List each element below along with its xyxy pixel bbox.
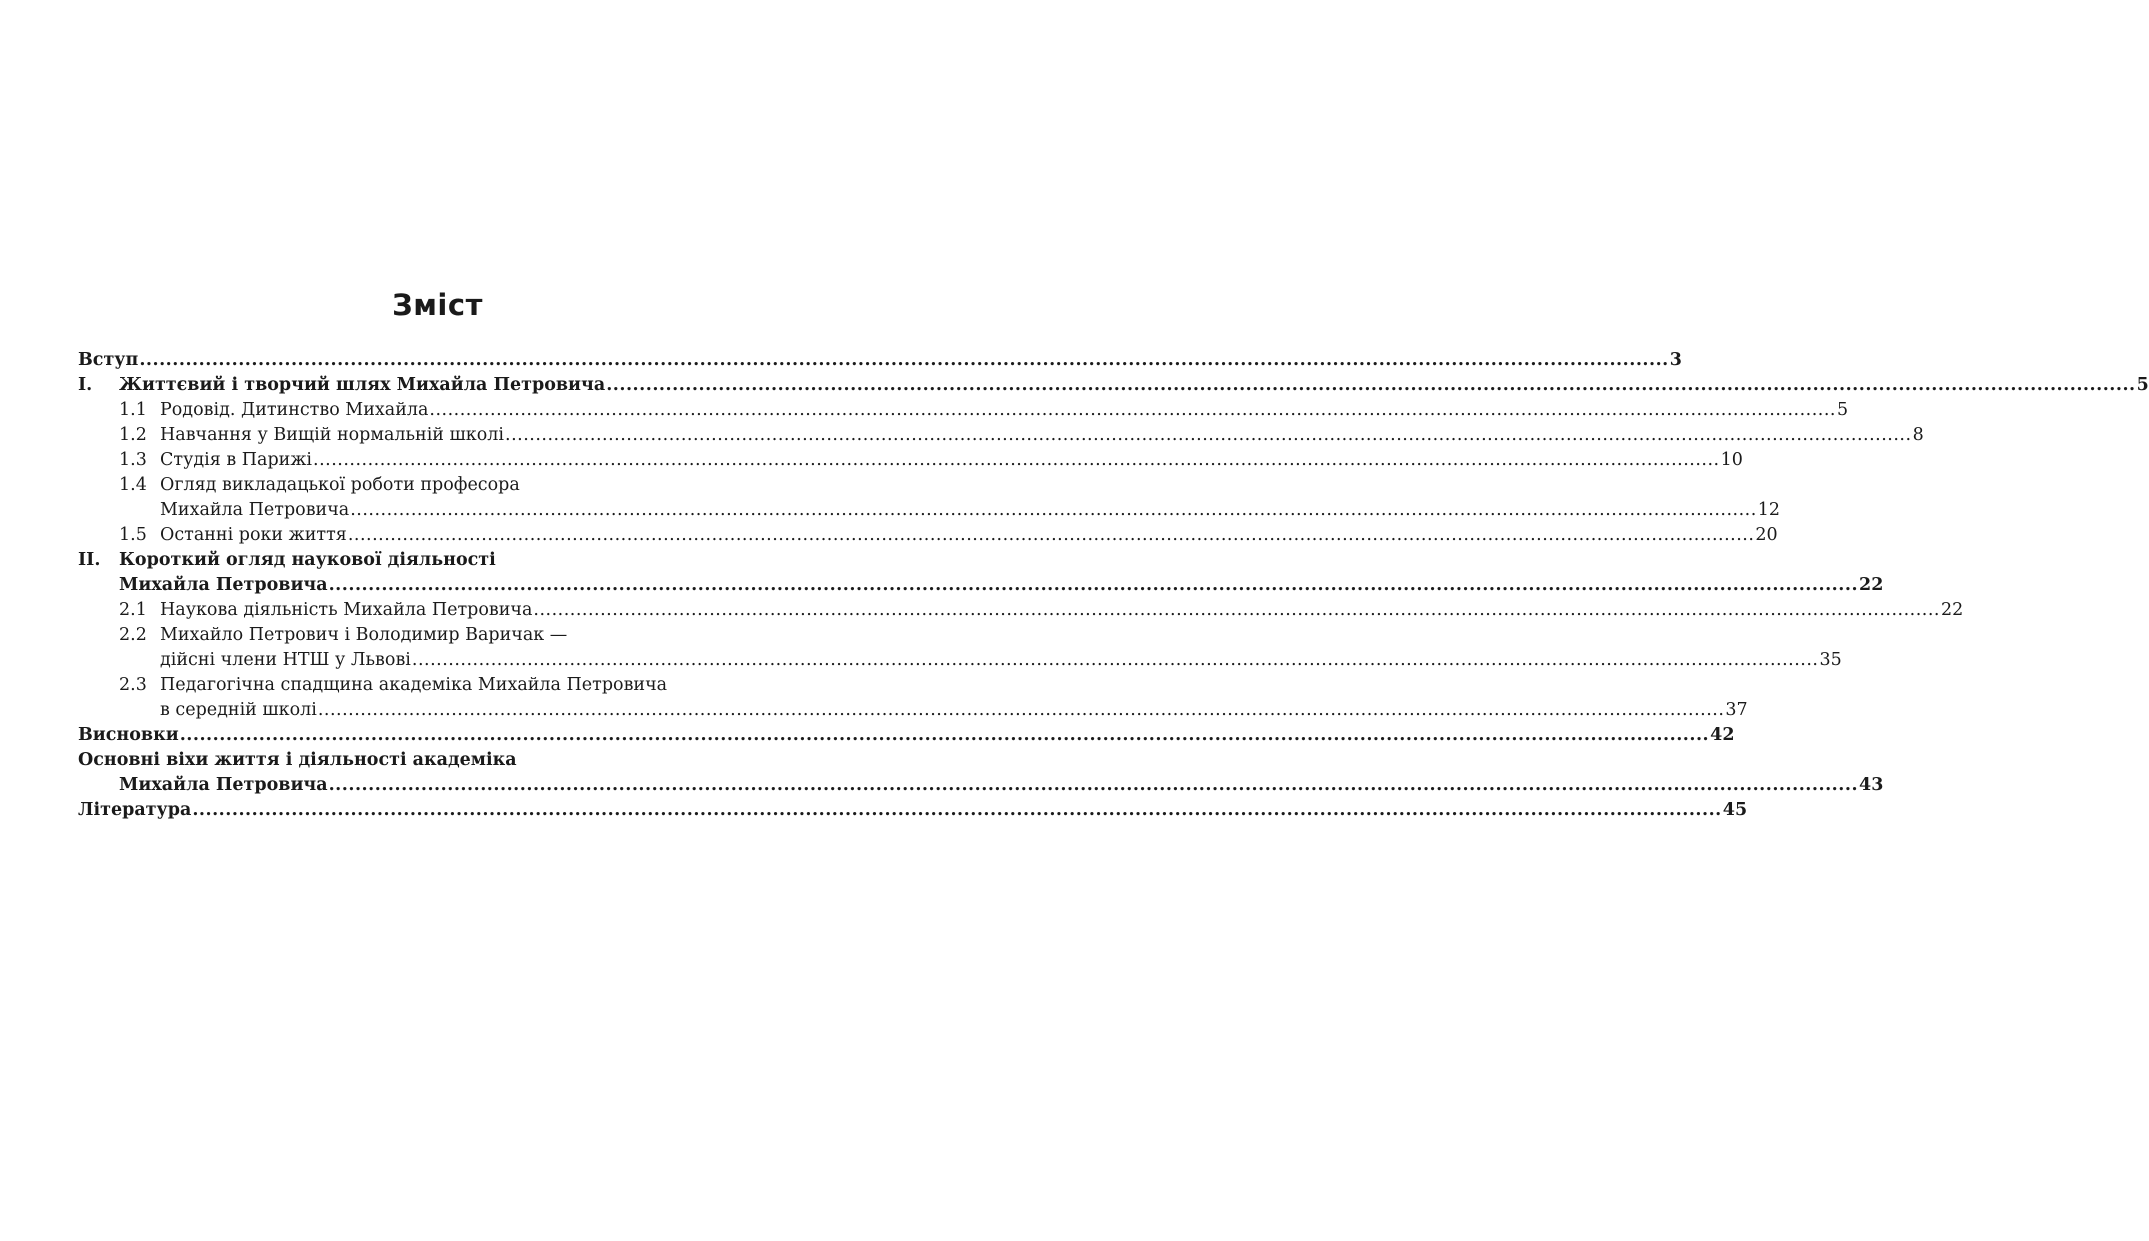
toc-page-number: 10 [1720, 450, 1743, 470]
toc-page-number: 12 [1757, 500, 1781, 520]
dot-leader [329, 773, 1858, 798]
toc-entry-number: 1.5 [119, 525, 147, 545]
toc-entry-text: Педагогічна спадщина академіка Михайла Петровича [160, 675, 668, 695]
toc-entry-text: Родовід. Дитинство Михайла [160, 400, 429, 420]
toc-entry-number: 1.2 [119, 425, 147, 445]
toc-entry-literatura[interactable] [78, 798, 1748, 823]
dot-leader [350, 498, 1757, 523]
toc-entry-text: Навчання у Вищій нормальній школі [160, 425, 504, 445]
toc-entry-vikhy[interactable] [78, 748, 764, 773]
toc-entry-text: Основні віхи життя і діяльності академіка [78, 750, 517, 770]
toc-page-number: 3 [1669, 350, 1682, 370]
toc-entry-text: Михайло Петрович і Володимир Варичак — [160, 625, 568, 645]
toc-entry-section-2-2-continued[interactable] [78, 648, 1842, 673]
dot-leader [412, 648, 1819, 673]
toc-page-number: 22 [1940, 600, 1964, 620]
table-of-contents [78, 348, 2149, 823]
toc-entry-section-1-3[interactable] [78, 448, 1743, 473]
dot-leader [180, 723, 1709, 748]
toc-entry-section-2-2[interactable] [78, 623, 764, 648]
toc-entry-number: II. [78, 550, 101, 570]
toc-entry-text: в середній школі [160, 700, 317, 720]
page-title: Зміст [392, 288, 483, 322]
toc-entry-section-1-4-continued[interactable] [78, 498, 1781, 523]
toc-entry-number: 1.3 [119, 450, 147, 470]
dot-leader [329, 573, 1858, 598]
toc-entry-text: Михайла Петровича [119, 775, 328, 795]
toc-entry-section-1-4[interactable] [78, 473, 764, 498]
toc-entry-text: Життєвий і творчий шлях Михайла Петровича [119, 375, 606, 395]
toc-entry-text: Михайла Петровича [119, 575, 328, 595]
toc-page-number: 42 [1710, 725, 1735, 745]
toc-page-number: 22 [1859, 575, 1884, 595]
toc-entry-section-2-3[interactable] [78, 673, 764, 698]
dot-leader [313, 448, 1720, 473]
toc-page-number: 43 [1859, 775, 1884, 795]
toc-entry-vstup[interactable] [78, 348, 1682, 373]
toc-page-number: 8 [1912, 425, 1924, 445]
toc-entry-number: 1.1 [119, 400, 147, 420]
toc-entry-section-1-2[interactable] [78, 423, 1924, 448]
toc-page-number: 5 [2136, 375, 2149, 395]
toc-entry-vysnovky[interactable] [78, 723, 1735, 748]
toc-entry-text: Вступ [78, 350, 139, 370]
dot-leader [606, 373, 2135, 398]
toc-entry-number: I. [78, 375, 93, 395]
toc-entry-number: 1.4 [119, 475, 147, 495]
toc-entry-section-2-1[interactable] [78, 598, 1964, 623]
toc-entry-chapter-2[interactable] [78, 548, 764, 573]
toc-entry-section-1-1[interactable] [78, 398, 1849, 423]
toc-entry-text: Останні роки життя [160, 525, 347, 545]
dot-leader [318, 698, 1725, 723]
toc-entry-text: Студія в Парижі [160, 450, 313, 470]
dot-leader [192, 798, 1721, 823]
toc-page-number: 20 [1755, 525, 1778, 545]
toc-entry-vikhy-continued[interactable] [78, 773, 1884, 798]
toc-page-number: 5 [1836, 400, 1849, 420]
toc-entry-number: 2.2 [119, 625, 147, 645]
toc-entry-text: дійсні члени НТШ у Львові [160, 650, 411, 670]
toc-page-number: 37 [1725, 700, 1748, 720]
toc-entry-number: 2.1 [119, 600, 147, 620]
toc-entry-section-2-3-continued[interactable] [78, 698, 1748, 723]
toc-entry-text: Михайла Петровича [160, 500, 350, 520]
dot-leader [139, 348, 1668, 373]
dot-leader [505, 423, 1912, 448]
dot-leader [533, 598, 1940, 623]
toc-entry-chapter-2-continued[interactable] [78, 573, 1884, 598]
toc-entry-text: Висновки [78, 725, 179, 745]
toc-entry-text: Література [78, 800, 192, 820]
toc-entry-section-1-5[interactable] [78, 523, 1778, 548]
toc-page-number: 45 [1722, 800, 1748, 820]
toc-entry-text: Короткий огляд наукової діяльності [119, 550, 496, 570]
toc-entry-number: 2.3 [119, 675, 147, 695]
toc-entry-text: Наукова діяльність Михайла Петровича [160, 600, 533, 620]
dot-leader [348, 523, 1755, 548]
toc-entry-text: Огляд викладацької роботи професора [160, 475, 520, 495]
dot-leader [429, 398, 1836, 423]
toc-entry-chapter-1[interactable] [78, 373, 2149, 398]
toc-page-number: 35 [1819, 650, 1842, 670]
